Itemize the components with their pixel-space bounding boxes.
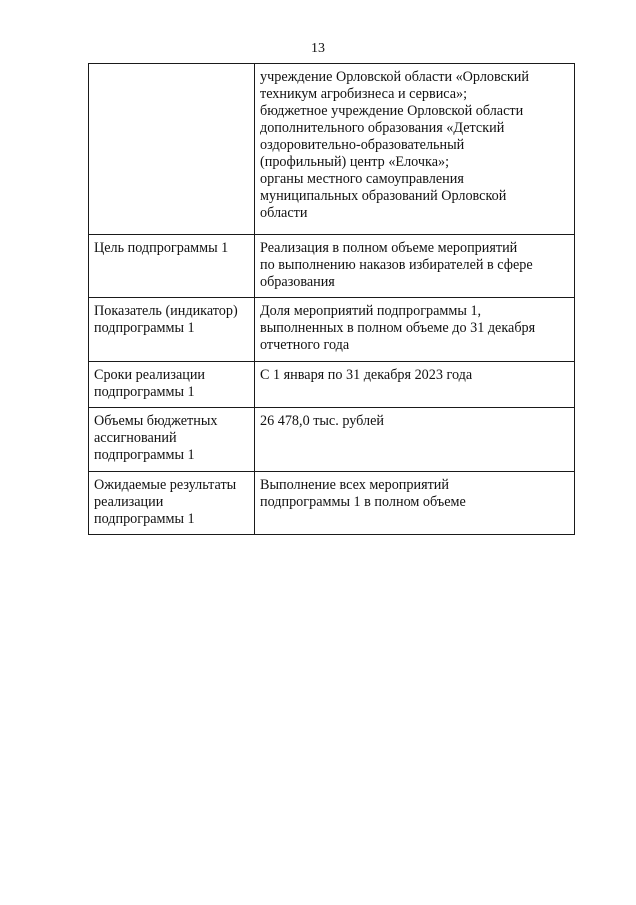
- row-label-line: подпрограммы 1: [94, 320, 195, 336]
- row-label-line: подпрограммы 1: [94, 511, 195, 527]
- row-value-line: выполненных в полном объеме до 31 декабря: [260, 320, 536, 336]
- row-value-line: Доля мероприятий подпрограммы 1,: [260, 303, 482, 319]
- table-row: [89, 472, 575, 535]
- row-value-line: отчетного года: [260, 337, 350, 353]
- row-label-line: реализации: [94, 494, 164, 510]
- row-value-line: образования: [260, 274, 335, 290]
- row-value-cell: [255, 64, 575, 235]
- row-value-line: Реализация в полном объеме мероприятий: [260, 240, 518, 256]
- row-value-line: техникум агробизнеса и сервиса»;: [260, 86, 468, 102]
- row-value-line: подпрограммы 1 в полном объеме: [260, 494, 466, 510]
- row-label-cell: [89, 298, 255, 362]
- row-label-line: подпрограммы 1: [94, 447, 195, 463]
- row-label-cell: [89, 235, 255, 298]
- row-label-cell: [89, 64, 255, 235]
- row-label-line: Ожидаемые результаты: [94, 477, 237, 493]
- row-label-cell: [89, 362, 255, 408]
- row-value-line: Выполнение всех мероприятий: [260, 477, 449, 493]
- row-value-cell: [255, 472, 575, 535]
- row-value-line: органы местного самоуправления: [260, 171, 464, 187]
- table-row: [89, 298, 575, 362]
- row-label-line: Сроки реализации: [94, 367, 206, 383]
- row-value-cell: [255, 408, 575, 472]
- row-value-line: (профильный) центр «Елочка»;: [260, 154, 450, 170]
- row-label-line: Показатель (индикатор): [94, 303, 238, 319]
- row-value-line: по выполнению наказов избирателей в сфере: [260, 257, 533, 273]
- row-value-line: учреждение Орловской области «Орловский: [260, 69, 529, 85]
- row-value-line: дополнительного образования «Детский: [260, 120, 505, 136]
- table-row: [89, 235, 575, 298]
- table-row: [89, 408, 575, 472]
- subprogram-passport-table: [88, 63, 575, 535]
- row-label-line: подпрограммы 1: [94, 384, 195, 400]
- table-row: [89, 362, 575, 408]
- row-value-cell: [255, 298, 575, 362]
- page-number: 13: [311, 41, 325, 56]
- table-body: [89, 64, 575, 535]
- row-label-cell: [89, 472, 255, 535]
- row-value-line: С 1 января по 31 декабря 2023 года: [260, 367, 473, 383]
- table-row: [89, 64, 575, 235]
- row-value-line: оздоровительно-образовательный: [260, 137, 465, 153]
- row-value-line: муниципальных образований Орловской: [260, 188, 507, 204]
- row-value-line: бюджетное учреждение Орловской области: [260, 103, 524, 119]
- row-value-cell: [255, 235, 575, 298]
- row-value-line: 26 478,0 тыс. рублей: [260, 413, 384, 429]
- row-value-line: области: [260, 205, 308, 221]
- row-label-cell: [89, 408, 255, 472]
- row-label-line: Цель подпрограммы 1: [94, 240, 229, 256]
- row-label-line: Объемы бюджетных: [94, 413, 218, 429]
- row-value-cell: [255, 362, 575, 408]
- row-label-line: ассигнований: [94, 430, 177, 446]
